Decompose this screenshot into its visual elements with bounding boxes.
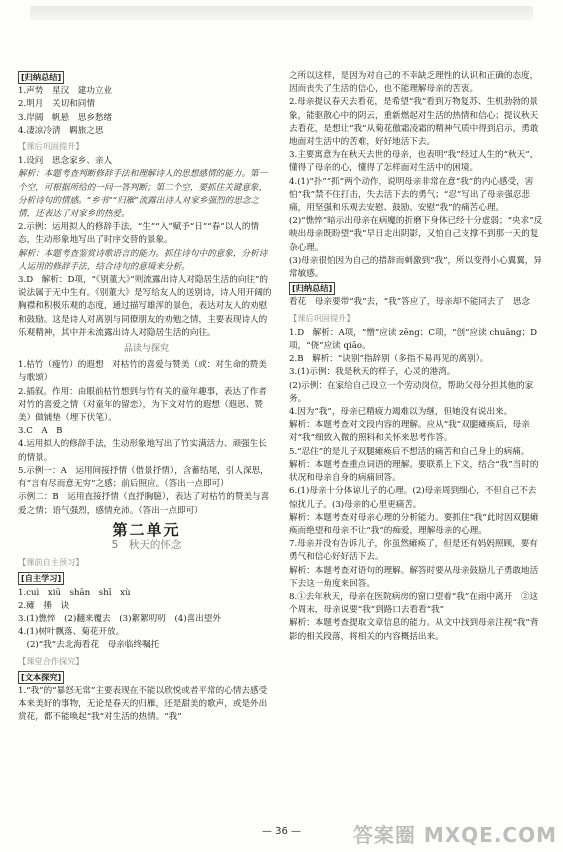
right-column bbox=[289, 70, 544, 644]
section-header-label: [自主学习] bbox=[18, 572, 64, 585]
page-number: — 36 — bbox=[261, 826, 302, 837]
answer-line: 之所以这样，是因为对自己的不幸缺乏理性的认识和正确的态度，因而丧失了生活的信心，也不能理解母亲的苦衷。 bbox=[289, 71, 539, 95]
watermark-text: MXQE.COM bbox=[423, 823, 557, 847]
answer-line: 2.明月 关切和同情 bbox=[18, 99, 95, 110]
left-column bbox=[18, 70, 275, 725]
top-margin-strip bbox=[30, 6, 533, 20]
section-header bbox=[18, 571, 275, 586]
answer-line: 3.C A B bbox=[18, 426, 63, 437]
analysis-text: 解析：本题考查鉴赏诗歌语言的能力。抓住诗句中的意象，分析诗人运用的修辞手法，结合诗句的意境来分析。 bbox=[18, 248, 268, 272]
answer-line: 解析：本题考查重点词语的理解。要联系上下文，结合“我”当时的状况和母亲自身的病痛回答。 bbox=[289, 459, 539, 484]
answer-line: 4.(1)“扑”“抓”两个动作，说明母亲非常在意“我”的内心感受，害怕“我”禁不住打击，失去活下去的勇气；“忍”写出了母亲强忍悲痛，用坚强和乐观去安慰、鼓励、安慰“我”的痛苦心理。 bbox=[289, 176, 534, 214]
section-header bbox=[18, 670, 275, 685]
subsection-title: 品读与探究 bbox=[123, 344, 169, 355]
answer-line: (2)示例：在家给自己设立一个劳动岗位，帮助父母分担其他的家务。 bbox=[289, 380, 534, 404]
unit-title: 第二单元 bbox=[112, 520, 181, 539]
analysis-text: 解析：本题考查判断修辞手法和理解诗人的思想感情的能力。第一个空，可根据所给的一问一答判断；第二个空，要抓住关键意象，分析诗句的情感。“乡书”“归雁”流露出诗人对家乡强烈的思念之情，还表达了对家乡的热爱。 bbox=[18, 169, 268, 220]
answer-line: 6.(1)母亲十分体谅儿子的心理。(2)母亲周到细心，不但自己不去惊扰儿子。(3)母亲的心里更痛苦。 bbox=[289, 486, 537, 510]
answer-line: 3.岸阔 帆悬 思乡愁绪 bbox=[18, 112, 113, 123]
watermark-sub: 答案圈 bbox=[352, 823, 416, 847]
watermark-logo bbox=[353, 819, 557, 848]
answer-line: 4.凄凉冷清 羁旅之思 bbox=[18, 125, 104, 136]
answer-line: 1.枯竹（瘦竹）的遐想 对枯竹的喜爱与赞美（或：对生命的赞美与歌颂） bbox=[18, 360, 267, 384]
answer-line: 示例二：B 运用直接抒情（直抒胸臆），表达了对枯竹的赞美与喜爱之情；语气强烈，感情充沛。（答出一点即可） bbox=[18, 492, 270, 516]
answer-line: 2.母亲提议春天去看花，是希望“我”看到万物复苏、生机勃勃的景象，能驱散心中的阴云，重新燃起对生活的热情和信心；提议秋天去看花，是想让“我”从菊花傲霜凌霜的精神气质中得到启示，勇敢地面对生活中的苦难，好好地活下去。 bbox=[289, 97, 539, 148]
section-tag: 【课前自主预习】 bbox=[18, 557, 84, 568]
answer-line: (2)“我”去北海看花 母亲临终嘱托 bbox=[18, 640, 160, 651]
answer-line: 看花 母亲要带“我”去，“我”答应了，母亲却不能同去了 思念 bbox=[289, 297, 531, 308]
section-tag: 【课后巩固提升】 bbox=[289, 312, 355, 323]
answer-line: 5.“忍住”的是儿子双腿瘫痪后不想活的痛苦和自己身上的病痛。 bbox=[289, 446, 530, 457]
answer-line: 2.示例：运用拟人的修辞手法，“生”“入”赋予“日”“春”以人的情态，生动形象地写出了时序交替的景象。 bbox=[18, 222, 260, 246]
section-header bbox=[289, 281, 544, 296]
section-header-label: [归纳总结] bbox=[289, 282, 335, 295]
section-tag: 【课堂合作探究】 bbox=[18, 655, 84, 666]
answer-line: 1.设问 思念家乡、亲人 bbox=[18, 156, 113, 167]
section-header bbox=[18, 70, 275, 85]
answer-line: 解析：本题考查提取文章信息的能力。从文中找到母亲注视“我”背影的相关段落，将相关的内容概括出来。 bbox=[289, 618, 539, 642]
answer-line: 2.瘫 捶 诀 bbox=[18, 600, 70, 611]
answer-line: 3.D 解析：D项，“《别董大》”则流露出诗人对隐居生活的向往”的说法属于无中生有。《别董大》是写给友人的送别诗，诗人用开阔的胸襟和积极乐观的态度，通过描写雄浑的景色，表达对友人的劝慰和鼓励。这是诗人对离别与同僚朋友的劝勉之情，主要表现诗人的乐观精神，其中并未流露出诗人对隐居生活的向往。 bbox=[18, 275, 272, 338]
answer-line: 4.(1)树叶飘落、菊花开放。 bbox=[18, 627, 125, 638]
answer-line: 解析：本题考查对文段内容的理解。应从“我”双腿瘫痪后，母亲对“我”细致入微的照料和关怀来思考作答。 bbox=[289, 420, 530, 444]
answer-line: 5.示例一：A 运用间接抒情（借景抒情），含蓄结尾，引人深思，有“言有尽而意无穷”之感；前后照应。（答出一点即可） bbox=[18, 465, 269, 490]
answer-line: 1.声势 星汉 建功立业 bbox=[18, 86, 113, 97]
answer-line: 1.“我”的“暴怒无常”主要表现在不能以欣悦或者平常的心情去感受本来美好的事物，无论是春天的归雁，还是甜美的歌声，或是外出赏花，都不能唤起“我”对生活的热情。“我” bbox=[18, 685, 268, 723]
answer-line: 7.母亲并没有告诉儿子，你虽然瘫痪了，但是还有妈妈照顾，要有勇气和信心好好活下去。 bbox=[289, 539, 538, 563]
answer-line: 4.因为“我”，母亲已精疲力竭难以为继，但她没有说出来。 bbox=[289, 407, 513, 418]
answer-line: 4.运用拟人的修辞手法，生动形象地写出了竹实满活力、顽强生长的情景。 bbox=[18, 439, 267, 463]
answer-line: 1.D 解析：A项，“憎”应读 zēng；C项，“创”应读 chuāng；D项，“侥”应读 qiāo。 bbox=[289, 327, 537, 352]
answer-line: 3.主要寓意为在秋天去世的母亲，也表明“我”经过人生的“秋天”，懂得了母亲的心，懂得了怎样面对生活中的困境。 bbox=[289, 150, 539, 174]
section-header-label: [文本探究] bbox=[18, 671, 64, 684]
answer-line: 解析：本题考查对母亲心理的分析能力。要抓住“我”此时因双腿瘫痪而绝望和母亲不让“我”的痴爱，理解母亲的心理。 bbox=[289, 512, 539, 536]
answer-line: (3)母亲很怕因为自己的措辞而刺激到“我”，所以变得小心翼翼，异常敏感。 bbox=[289, 255, 542, 280]
answer-line: (2)“憔悴”暗示出母亲在病魔的折磨下身体已经十分虚弱；“央求”反映出母亲既盼望“我”早日走出阴影，又怕自己支撑不到那一天的复杂心理。 bbox=[289, 216, 543, 253]
answer-line: 2.插叙。作用：由眼前枯竹想到与竹有关的童年趣事，表达了作者对竹的喜爱之情（对童年的留恋），为下文对竹的遐想（遐思、赞美）做铺垫（埋下伏笔）。 bbox=[18, 386, 267, 424]
answer-line: 8.①去年秋天，母亲在医院病房的窗口望着“我”在雨中离开 ②这个周末，母亲说要“我”到路口去看看“我” bbox=[289, 591, 539, 616]
lesson-title: 5 秋天的怀念 bbox=[111, 538, 182, 551]
answer-line: 3.(1)示例：我是秋天的样子，心灵的港湾。 bbox=[289, 367, 456, 378]
answer-line: 2.B 解析：“诀别”指辞别（多指不易再见的离别）。 bbox=[289, 354, 489, 365]
answer-line: 1.cuì xiū shān shī xù bbox=[18, 587, 131, 598]
section-header-label: [归纳总结] bbox=[18, 71, 64, 84]
section-tag: 【课后巩固提升】 bbox=[18, 141, 84, 152]
answer-line: 3.(1)憔悴 (2)翻来覆去 (3)絮絮叨叨 (4)喜出望外 bbox=[18, 613, 221, 624]
answer-line: 解析：本题考查对语句的理解。解答时要从母亲鼓励儿子勇敢地活下去这一角度来回答。 bbox=[289, 565, 539, 589]
